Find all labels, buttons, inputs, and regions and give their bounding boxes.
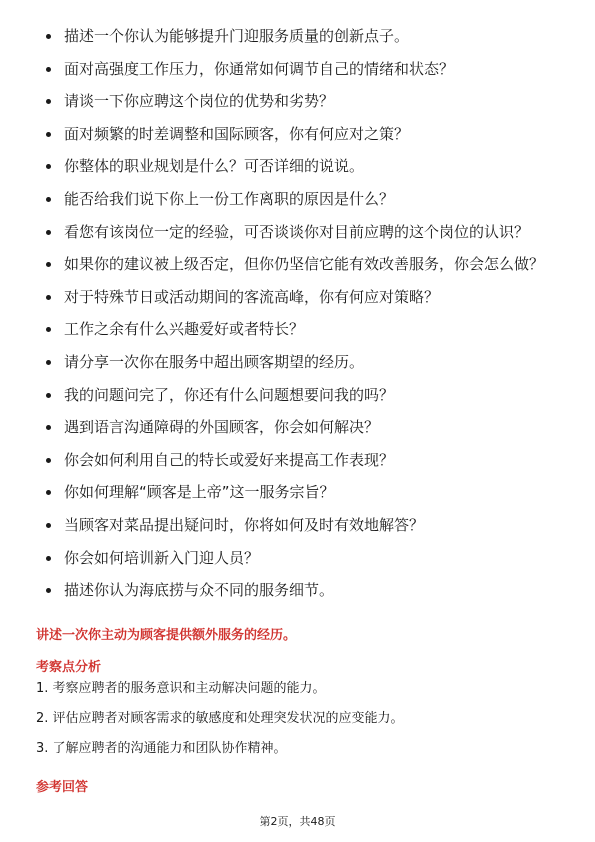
analysis-point: 2. 评估应聘者对顾客需求的敏感度和处理突发状况的应变能力。	[36, 711, 404, 726]
list-item: 能否给我们说下你上一份工作离职的原因是什么？	[42, 187, 562, 211]
reference-heading: 参考回答	[36, 780, 89, 795]
list-item: 工作之余有什么兴趣爱好或者特长？	[42, 317, 562, 341]
analysis-points	[36, 680, 556, 770]
page-footer: 第2页，共48页	[259, 815, 336, 828]
list-item: 你会如何利用自己的特长或爱好来提高工作表现？	[42, 448, 562, 472]
list-item: 对于特殊节日或活动期间的客流高峰，你有何应对策略？	[42, 285, 562, 309]
analysis-heading: 考察点分析	[36, 660, 102, 675]
analysis-point: 1. 考察应聘者的服务意识和主动解决问题的能力。	[36, 681, 326, 696]
list-item: 遇到语言沟通障碍的外国顾客，你会如何解决？	[42, 415, 562, 439]
analysis-point: 3. 了解应聘者的沟通能力和团队协作精神。	[36, 741, 287, 756]
list-item: 你整体的职业规划是什么？可否详细的说说。	[42, 154, 562, 178]
list-item: 你会如何培训新入门迎人员？	[42, 546, 562, 570]
list-item: 请谈一下你应聘这个岗位的优势和劣势？	[42, 89, 562, 113]
list-item: 如果你的建议被上级否定，但你仍坚信它能有效改善服务，你会怎么做？	[42, 252, 562, 276]
featured-question: 讲述一次你主动为顾客提供额外服务的经历。	[36, 628, 297, 643]
question-list	[42, 24, 562, 611]
list-item: 当顾客对菜品提出疑问时，你将如何及时有效地解答？	[42, 513, 562, 537]
list-item: 请分享一次你在服务中超出顾客期望的经历。	[42, 350, 562, 374]
list-item: 看您有该岗位一定的经验，可否谈谈你对目前应聘的这个岗位的认识？	[42, 220, 562, 244]
list-item: 面对频繁的时差调整和国际顾客，你有何应对之策？	[42, 122, 562, 146]
list-item: 面对高强度工作压力，你通常如何调节自己的情绪和状态？	[42, 57, 562, 81]
list-item: 描述你认为海底捞与众不同的服务细节。	[42, 578, 562, 602]
list-item: 我的问题问完了，你还有什么问题想要问我的吗？	[42, 383, 562, 407]
list-item: 你如何理解“顾客是上帝”这一服务宗旨？	[42, 480, 562, 504]
list-item: 描述一个你认为能够提升门迎服务质量的创新点子。	[42, 24, 562, 48]
